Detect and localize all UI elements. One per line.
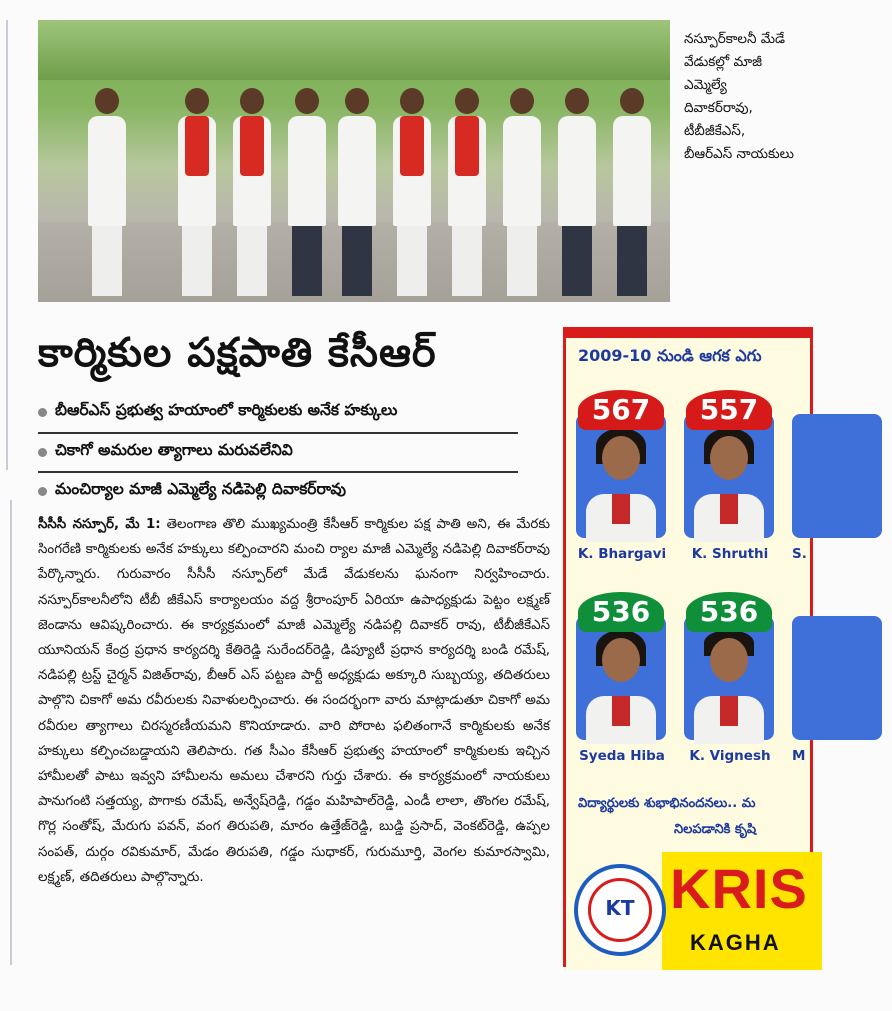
subhead [38, 398, 397, 426]
score-badge: 567 [578, 390, 664, 430]
photo-person [233, 88, 271, 296]
photo-trees [38, 20, 670, 80]
student-name: M [792, 748, 806, 764]
photo-person [393, 88, 431, 296]
score-badge: 536 [686, 592, 772, 632]
article-headline: కార్మికుల పక్షపాతి కేసీఆర్ [38, 330, 437, 376]
school-logo [574, 864, 666, 956]
photo-person [338, 88, 376, 296]
subhead [38, 438, 293, 466]
article-body [38, 512, 550, 890]
news-photo [38, 20, 670, 302]
column-rule [6, 20, 8, 470]
divider [38, 471, 518, 473]
photo-person [448, 88, 486, 296]
student-name: K. Vignesh [689, 748, 771, 764]
student-name: S. [792, 546, 807, 562]
school-brand-name: KRIS [670, 857, 808, 920]
student-photo [792, 616, 882, 740]
school-location: KAGHA [690, 930, 781, 955]
bullet-icon [38, 408, 47, 417]
subhead [38, 477, 346, 505]
photo-person [558, 88, 596, 296]
photo-person [178, 88, 216, 296]
student-photo [684, 616, 774, 740]
ad-brand-area [566, 850, 810, 970]
student-photo [576, 616, 666, 740]
ad-wish-text: నిలపడానికి కృషి [674, 822, 757, 837]
photo-caption: నస్పూర్‌కాలనీ మేడే వేడుకల్లో మాజీ ఎమ్మెల్యే దివాకర్‌రావు, టీబీజీకేఎస్, బీఆర్‌ఎస్ నాయకులు [684, 31, 794, 162]
student-photo [576, 414, 666, 538]
article-text: తెలంగాణ తొలి ముఖ్యమంత్రి కేసీఆర్ కార్మికుల పక్ష పాతి అని, ఈ మేరకు సింగరేణి కార్మికులకు అనేక హక్కులు కల్పించారని మంచి ర్యాల మాజీ ఎమ్మెల్యే నడిపెల్లి దివాకర్‌రావు పేర్కొన్నారు. గురువారం సీసీసీ నస్పూర్‌లో మేడే వేడుకలను ఘనంగా నిర్వహించారు. నస్పూర్‌కాలనీలోని టీబీ జీకేఎస్ కార్యాలయం వద్ద శ్రీరాంపూర్ ఏరియా ఉపాధ్యక్షుడు పెట్టం లక్ష్మణ్ జెండాను ఆవిష్కరించారు. ఈ కార్యక్రమంలో మాజీ ఎమ్మెల్యే నడిపల్లి దివాకర్ రావు, టీబీజీకేఎస్ యూనియన్ కేంద్ర ప్రధాన కార్యదర్శి కేతిరెడ్డి సురేందర్‌రెడ్డి, డిప్యూటీ ప్రధాన కార్యదర్శి బండి రమేష్, నడిపల్లి ట్రస్ట్ చైర్మన్ విజిత్‌రావు, బీఆర్ ఎస్ పట్టణ పార్టీ అధ్యక్షుడు అక్కూరి సుబ్బయ్య, తదితరులు పాల్గొని చికాగో అమ రవీరులకు నివాళులర్పించారు. ఈ సందర్భంగా వారు మాట్లాడుతూ చికాగో అమ రవీరుల త్యాగాలు చిరస్మరణీయమని కొనియాడారు. వారి పోరాట ఫలితంగానే కార్మికులకు అనేక హక్కులు కల్పించబడ్డాయని తెలిపారు. గత సీఎం కేసీఆర్ ప్రభుత్వ హయాంలో కార్మికులకు ఇచ్చిన హామీలతో పాటు ఇవ్వని హామీలను అమలు చేశారని గుర్తు చేశారు. ఈ కార్యక్రమంలో నాయకులు పానుగంటి సత్తయ్య, పొగాకు రమేష్, అన్వేష్‌రెడ్డి, గడ్డం మహిపాల్‌రెడ్డి, ఎండీ లాలా, తొంగల రమేష్, గొర్ల సంతోష్, మేరుగు పవన్, వంగ తిరుపతి, మారం ఉత్తేజ్‌రెడ్డి, బుడ్డి ప్రసాద్, వెంకట్‌రెడ్డి, ఉప్పల సంపత్, దుర్గం రవికుమార్, మేడం తిరుపతి, గడ్డం సుధాకర్, గురుమూర్తి, వెంగల కుమారస్వామి, లక్ష్మణ్, తదితరులు పాల్గొన్నారు. [38, 517, 550, 885]
bullet-icon [38, 487, 47, 496]
divider [38, 432, 518, 434]
photo-person [613, 88, 651, 296]
photo-person [288, 88, 326, 296]
ad-wish-text: విద్యార్థులకు శుభాభినందనలు.. మ [578, 796, 756, 811]
subhead-text: చికాగో అమరుల త్యాగాలు మరువలేనివి [55, 441, 293, 459]
logo-letters: KT [605, 896, 635, 920]
score-badge: 536 [578, 592, 664, 632]
score-badge: 557 [686, 390, 772, 430]
student-name: K. Bhargavi [577, 546, 667, 562]
student-name: K. Shruthi [691, 546, 769, 562]
column-rule [10, 500, 12, 965]
school-advertisement [563, 327, 813, 967]
subhead-text: మంచిర్యాల మాజీ ఎమ్మెల్యే నడిపెల్లి దివాకర్‌రావు [55, 480, 347, 498]
subhead-text: బీఆర్‌ఎస్ ప్రభుత్వ హయాంలో కార్మికులకు అనేక హక్కులు [55, 401, 398, 419]
ad-border-strip [566, 330, 810, 338]
student-photo [684, 414, 774, 538]
student-name: Syeda Hiba [579, 748, 665, 764]
bullet-icon [38, 448, 47, 457]
student-photo [792, 414, 882, 538]
article-dateline: సీసీసీ నస్పూర్, మే 1: [38, 517, 161, 532]
photo-person [503, 88, 541, 296]
photo-person [88, 88, 126, 296]
ad-promo-text: 2009-10 నుండి ఆగక ఎగు [578, 346, 762, 365]
